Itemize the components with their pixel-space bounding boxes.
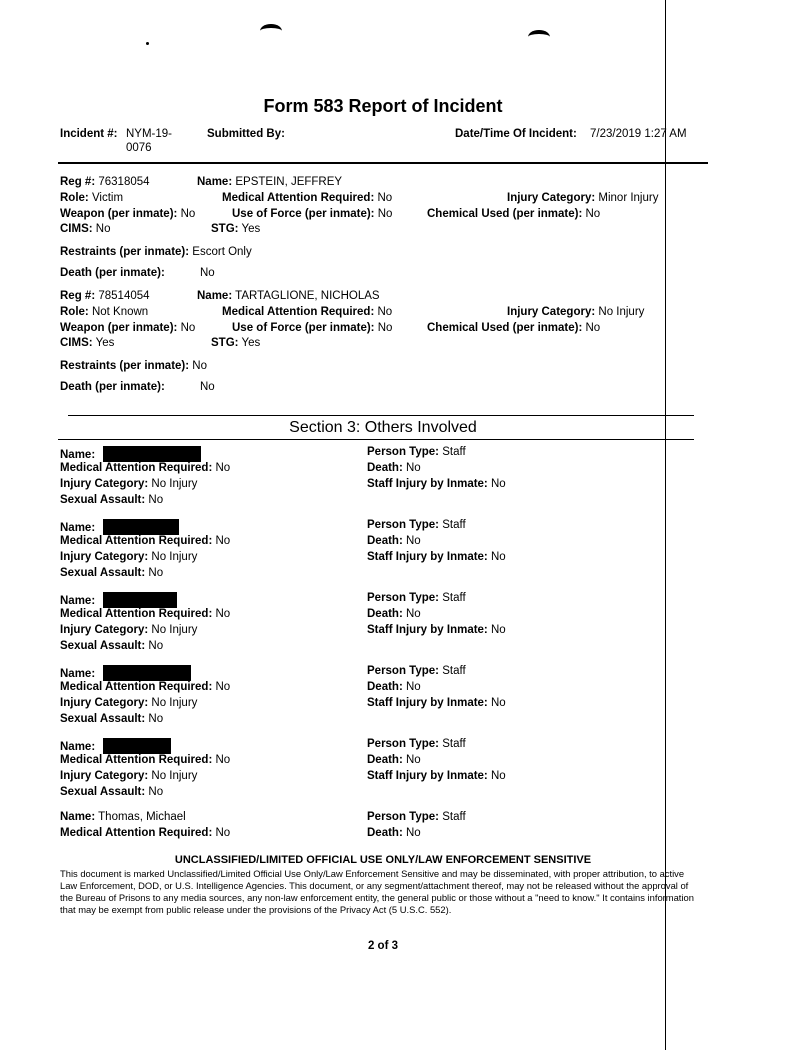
person-type-label: Person Type:	[367, 446, 439, 458]
sexual-value: No	[148, 713, 164, 725]
stg-label: STG:	[211, 223, 239, 235]
cims-label: CIMS:	[60, 223, 93, 235]
datetime-label: Date/Time Of Incident:	[455, 128, 577, 140]
death-label: Death:	[367, 827, 403, 839]
injury-label: Injury Category:	[60, 478, 149, 490]
person-type-value: Staff	[442, 446, 466, 458]
restraints-label: Restraints (per inmate):	[60, 246, 190, 258]
reg-label: Reg #:	[60, 290, 96, 302]
stg-value: Yes	[241, 337, 261, 349]
med-value: No	[215, 462, 231, 474]
stg-value: Yes	[241, 223, 261, 235]
death-label: Death:	[367, 754, 403, 766]
reg-value: 76318054	[98, 176, 150, 188]
med-value: No	[215, 535, 231, 547]
injury-label: Injury Category:	[60, 697, 149, 709]
name-value: TARTAGLIONE, NICHOLAS	[235, 290, 380, 302]
redacted-name	[103, 446, 201, 462]
scan-mark	[260, 24, 282, 38]
name-label: Name:	[60, 741, 96, 753]
section-heading: Section 3: Others Involved	[289, 419, 477, 436]
sexual-label: Sexual Assault:	[60, 494, 146, 506]
redacted-name	[103, 738, 171, 754]
staff-injury-label: Staff Injury by Inmate:	[367, 624, 488, 636]
death-value: No	[405, 681, 421, 693]
name-label: Name:	[60, 668, 96, 680]
person-type-value: Staff	[442, 811, 466, 823]
cims-label: CIMS:	[60, 337, 93, 349]
chem-label: Chemical Used (per inmate):	[427, 208, 583, 220]
classification-banner: UNCLASSIFIED/LIMITED OFFICIAL USE ONLY/LAW ENFORCEMENT SENSITIVE	[174, 854, 592, 866]
med-label: Medical Attention Required:	[222, 192, 375, 204]
death-value: No	[405, 827, 421, 839]
injury-label: Injury Category:	[60, 551, 149, 563]
force-label: Use of Force (per inmate):	[232, 322, 375, 334]
weapon-label: Weapon (per inmate):	[60, 208, 178, 220]
med-value: No	[215, 681, 231, 693]
death-label: Death:	[367, 681, 403, 693]
injury-label: Injury Category:	[507, 306, 596, 318]
staff-injury-value: No	[490, 770, 506, 782]
weapon-label: Weapon (per inmate):	[60, 322, 178, 334]
injury-value: No Injury	[151, 770, 198, 782]
staff-injury-value: No	[490, 697, 506, 709]
section-divider-top	[68, 415, 694, 416]
chem-value: No	[585, 208, 601, 220]
injury-value: No Injury	[151, 551, 198, 563]
death-label: Death (per inmate):	[60, 267, 165, 279]
redacted-name	[103, 592, 177, 608]
med-value: No	[215, 608, 231, 620]
sexual-value: No	[148, 567, 164, 579]
role-value: Not Known	[91, 306, 149, 318]
death-value: No	[405, 535, 421, 547]
injury-label: Injury Category:	[507, 192, 596, 204]
weapon-value: No	[180, 322, 196, 334]
injury-value: No Injury	[598, 306, 645, 318]
restraints-value: No	[192, 360, 207, 372]
role-label: Role:	[60, 192, 89, 204]
med-label: Medical Attention Required:	[60, 827, 213, 839]
person-type-label: Person Type:	[367, 519, 439, 531]
sexual-value: No	[148, 786, 164, 798]
name-label: Name:	[197, 290, 233, 302]
chem-label: Chemical Used (per inmate):	[427, 322, 583, 334]
sexual-label: Sexual Assault:	[60, 713, 146, 725]
reg-value: 78514054	[98, 290, 150, 302]
death-value: No	[200, 381, 215, 393]
incident-value: NYM-19-	[126, 128, 173, 140]
person-type-label: Person Type:	[367, 592, 439, 604]
med-label: Medical Attention Required:	[60, 608, 213, 620]
name-value: Thomas, Michael	[98, 811, 186, 823]
restraints-value: Escort Only	[192, 246, 252, 258]
name-label: Name:	[60, 449, 96, 461]
reg-label: Reg #:	[60, 176, 96, 188]
stg-label: STG:	[211, 337, 239, 349]
person-type-value: Staff	[442, 665, 466, 677]
name-label: Name:	[60, 811, 96, 823]
header-divider	[58, 162, 708, 164]
cims-value: Yes	[95, 337, 115, 349]
force-label: Use of Force (per inmate):	[232, 208, 375, 220]
staff-injury-value: No	[490, 478, 506, 490]
death-value: No	[200, 267, 215, 279]
scan-dot	[146, 42, 149, 45]
restraints-label: Restraints (per inmate):	[60, 360, 190, 372]
page-title: Form 583 Report of Incident	[263, 96, 503, 116]
name-label: Name:	[197, 176, 233, 188]
med-label: Medical Attention Required:	[222, 306, 375, 318]
injury-value: No Injury	[151, 624, 198, 636]
disclaimer-text: This document is marked Unclassified/Limited Official Use Only/Law Enforcement Sensitive and may be disseminated, with proper attribution, to active Law Enforcement, DOD, or U.S. Intelligence Agencies. This document, or any segment/attachment thereof, may not be released without the approval of the Bureau of Prisons to any media sources, any non-law enforcement entity, the general public or those without a "need to know." It contains information that may be exempt from public release under the provisions of the Privacy Act (5 U.S.C. 552).	[60, 868, 694, 915]
injury-value: Minor Injury	[598, 192, 659, 204]
sexual-label: Sexual Assault:	[60, 640, 146, 652]
med-value: No	[215, 827, 231, 839]
med-label: Medical Attention Required:	[60, 754, 213, 766]
sexual-label: Sexual Assault:	[60, 786, 146, 798]
redacted-name	[103, 519, 179, 535]
name-value: EPSTEIN, JEFFREY	[235, 176, 343, 188]
submitted-by-label: Submitted By:	[207, 128, 285, 140]
person-type-value: Staff	[442, 519, 466, 531]
death-label: Death (per inmate):	[60, 381, 165, 393]
med-label: Medical Attention Required:	[60, 681, 213, 693]
death-value: No	[405, 462, 421, 474]
section-divider-bottom	[58, 439, 694, 440]
person-type-label: Person Type:	[367, 738, 439, 750]
incident-value-cont: 0076	[126, 142, 152, 154]
sexual-label: Sexual Assault:	[60, 567, 146, 579]
person-type-label: Person Type:	[367, 665, 439, 677]
med-value: No	[377, 192, 393, 204]
role-label: Role:	[60, 306, 89, 318]
datetime-value: 7/23/2019 1:27 AM	[590, 128, 687, 140]
scan-mark	[528, 30, 550, 44]
name-label: Name:	[60, 595, 96, 607]
staff-injury-label: Staff Injury by Inmate:	[367, 478, 488, 490]
med-label: Medical Attention Required:	[60, 462, 213, 474]
force-value: No	[377, 322, 393, 334]
med-value: No	[377, 306, 393, 318]
sexual-value: No	[148, 494, 164, 506]
page-number: 2 of 3	[367, 940, 399, 952]
death-label: Death:	[367, 608, 403, 620]
chem-value: No	[585, 322, 601, 334]
redacted-name	[103, 665, 191, 681]
injury-label: Injury Category:	[60, 770, 149, 782]
person-type-value: Staff	[442, 592, 466, 604]
weapon-value: No	[180, 208, 196, 220]
sexual-value: No	[148, 640, 164, 652]
staff-injury-value: No	[490, 624, 506, 636]
med-value: No	[215, 754, 231, 766]
injury-value: No Injury	[151, 478, 198, 490]
role-value: Victim	[91, 192, 124, 204]
med-label: Medical Attention Required:	[60, 535, 213, 547]
person-type-label: Person Type:	[367, 811, 439, 823]
death-value: No	[405, 608, 421, 620]
staff-injury-label: Staff Injury by Inmate:	[367, 697, 488, 709]
incident-label: Incident #:	[60, 128, 118, 140]
staff-injury-value: No	[490, 551, 506, 563]
death-label: Death:	[367, 535, 403, 547]
injury-label: Injury Category:	[60, 624, 149, 636]
name-label: Name:	[60, 522, 96, 534]
staff-injury-label: Staff Injury by Inmate:	[367, 551, 488, 563]
death-label: Death:	[367, 462, 403, 474]
force-value: No	[377, 208, 393, 220]
death-value: No	[405, 754, 421, 766]
person-type-value: Staff	[442, 738, 466, 750]
cims-value: No	[95, 223, 111, 235]
injury-value: No Injury	[151, 697, 198, 709]
staff-injury-label: Staff Injury by Inmate:	[367, 770, 488, 782]
